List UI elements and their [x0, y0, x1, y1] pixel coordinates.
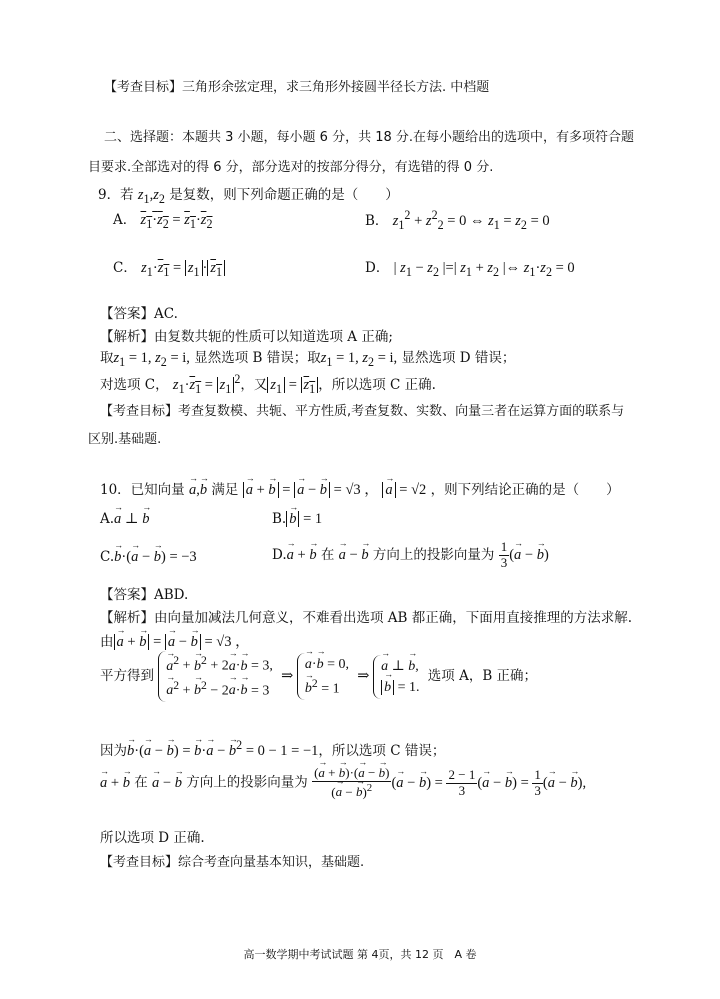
- q9-stem: 9．若 $z_1,z_2$ 是复数，则下列命题正确的是（ ）: [98, 187, 399, 206]
- q10-target: 【考查目标】综合考查向量基本知识，基础题.: [100, 855, 365, 870]
- q9-answer: 【答案】AC.: [100, 306, 178, 322]
- q10-stem: 10．已知向量 → a,→ b 满足 → a + → b = → a − → b = √3 ， → a = √2 ，则下列结论正确的是（ ）: [100, 478, 620, 499]
- q10-option-b: B.→ b = 1: [272, 511, 322, 528]
- q9-option-c-proof: 对选项 C， $z_1\cdot z_1 = z_1^2$，又 $z_1 = z_1$ ，所以选项 C 正确.: [100, 372, 436, 396]
- q9-option-a: A． $z_1\cdot z_2 = z_1\cdot z_2$: [113, 212, 213, 231]
- q10-option-a: A.→ a ⊥ → b: [100, 511, 149, 528]
- q10-projection: → a + → b 在 → a − → b 方向上的投影向量为 $\frac{(\to a + \to b)\cdot(\to a - \to b)}{(\to a - \to b)^2}$ (→ a − → b) = $\frac{2 - 1}{3}$ (→ a − → b) = $\frac{1}{3}$ (→ a − → b),: [100, 766, 586, 800]
- q10-option-d: D.→ a + → b 在 → a − → b 方向上的投影向量为 $\frac{1}{3}$ (→ a − → b): [272, 540, 549, 571]
- exam-target-line: 【考查目标】三角形余弦定理，求三角形外接圆半径长方法. 中档题: [104, 80, 490, 95]
- q10-analysis: 【解析】由向量加减法几何意义，不难看出选项 AB 都正确，下面用直接推理的方法求解.: [100, 610, 633, 626]
- q10-option-c: C.→ b·(→ a − → b) = −3: [100, 549, 197, 566]
- q10-given: 由→ a + → b = → a − → b = √3 ，: [100, 630, 250, 651]
- q9-option-c: C． $z_1\cdot z_1 = z_1 \cdot z_1$: [113, 256, 225, 280]
- q9-target-line2: 区别.基础题.: [88, 432, 162, 447]
- q9-target-line1: 【考查目标】考查复数模、共轭、平方性质,考查复数、实数、向量三者在运算方面的联系与: [100, 404, 625, 419]
- q10-squaring: 平方得到 → $a^2$ + → $b^2 + 2\to a\cdot\to b = 3$, → $a^2$ + → $b^2 - 2\to a\cdot\to b = 3$ ⇒ → a·→ b = 0, → $b^2 = 1$ ⇒ → a ⊥ → b, → b = 1. 选项 A，B 正确；: [100, 651, 537, 702]
- page-footer: 高一数学期中考试试题 第 4页，共 12 页 A 卷: [243, 948, 477, 961]
- q9-option-d: D． | $z_1 - z_2$ |=| $z_1 + z_2$ |⇔ $z_1\cdot z_2 = 0$: [365, 260, 575, 279]
- q9-counterexample: 取$z_1 = 1$, $z_2 = i$, 显然选项 B 错误；取$z_1 = 1$, $z_2 = i$, 显然选项 D 错误；: [100, 350, 516, 369]
- section-heading-line1: 二、选择题：本题共 3 小题，每小题 6 分，共 18 分.在每小题给出的选项中，有多项符合题: [104, 130, 635, 145]
- q9-option-b: B． $z_1^2 + z^2_2 = 0$ ⇔ $z_1 = z_2 = 0$: [365, 208, 550, 232]
- q10-conclusion: 所以选项 D 正确.: [100, 830, 205, 846]
- q9-analysis: 【解析】由复数共轭的性质可以知道选项 A 正确;: [100, 329, 393, 345]
- q10-answer: 【答案】ABD.: [100, 587, 189, 603]
- section-heading-line2: 目要求.全部选对的得 6 分，部分选对的按部分得分，有选错的得 0 分.: [88, 160, 494, 175]
- q10-option-c-proof: 因为→ b·(→ a − → b) = → b·→ a − → $b^2 = 0 - 1 = -1$，所以选项 C 错误；: [100, 738, 445, 760]
